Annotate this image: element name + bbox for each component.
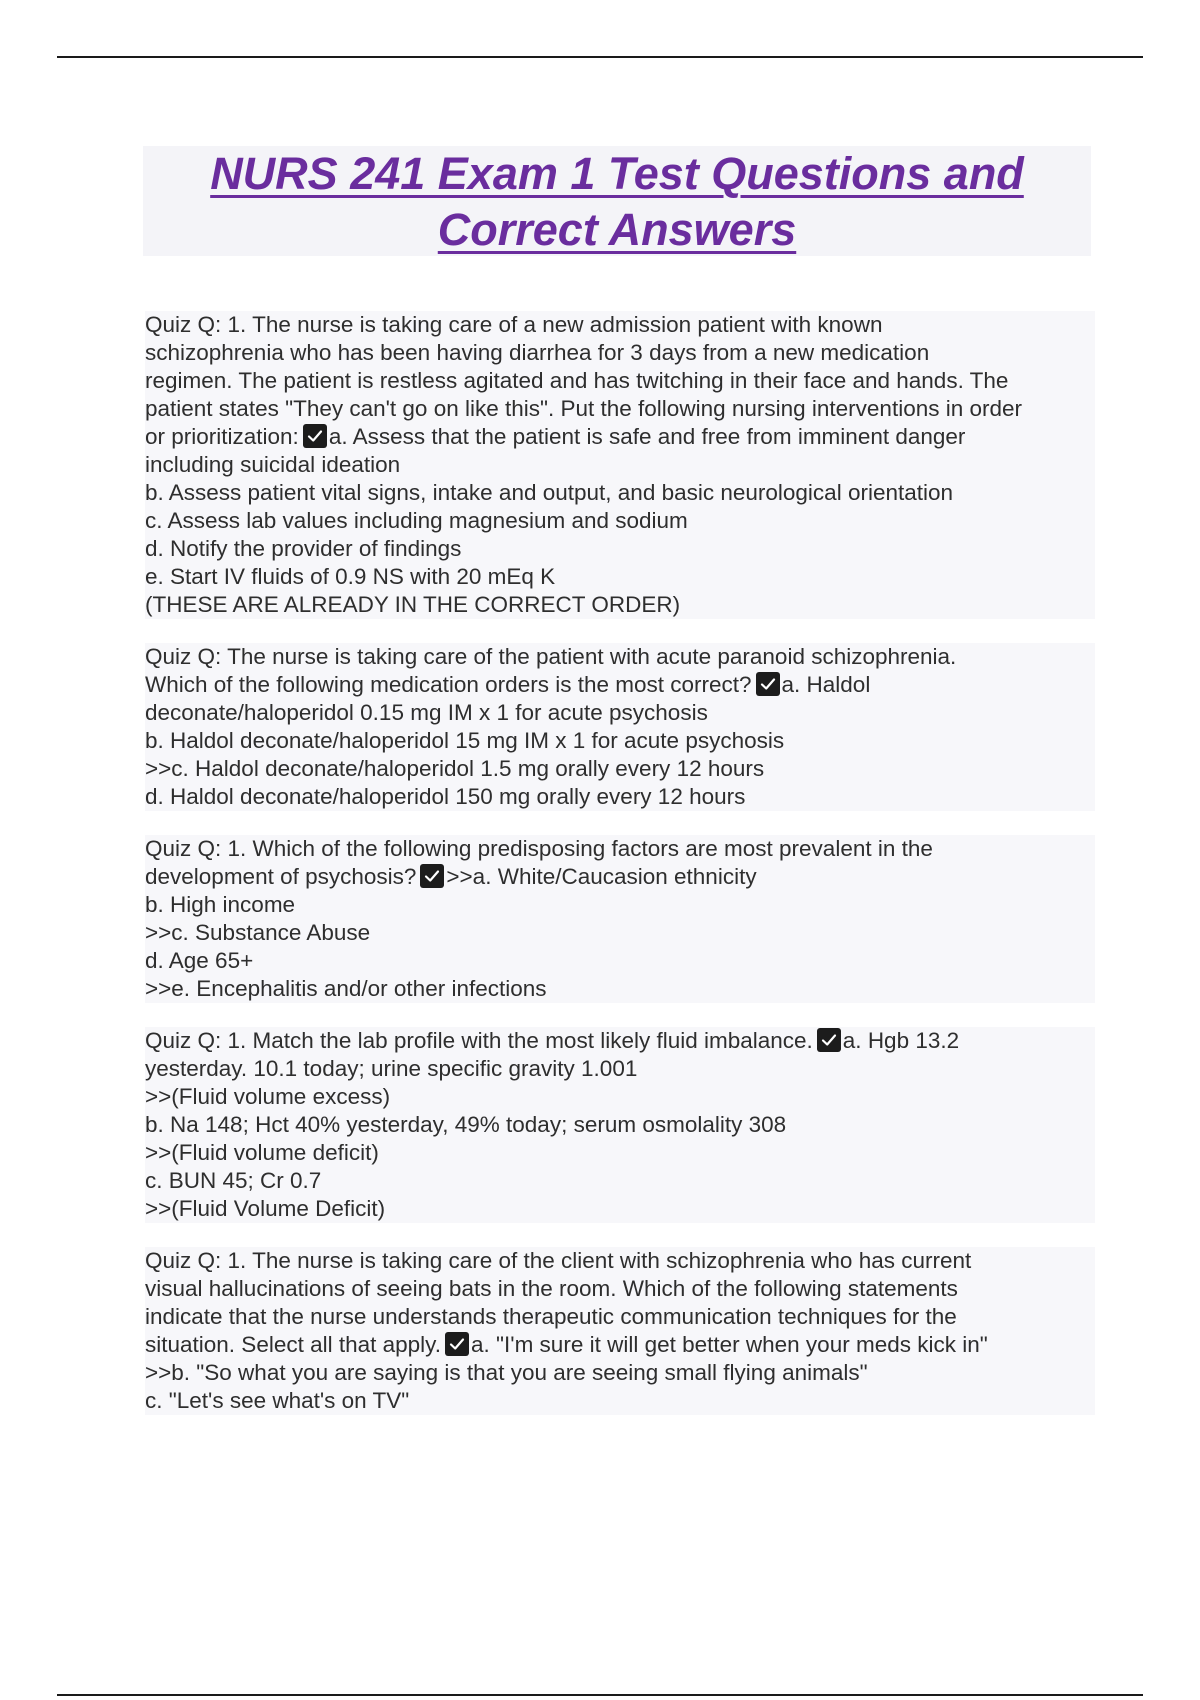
line-text: d. Haldol deconate/haloperidol 150 mg orally every 12 hours [145, 784, 746, 809]
title-banner [143, 146, 1091, 256]
line-text: c. Assess lab values including magnesium and sodium [145, 508, 688, 533]
question-line [145, 1111, 1095, 1139]
line-text: Which of the following medication orders is the most correct? [145, 672, 752, 697]
question-line [145, 591, 1095, 619]
top-rule [57, 56, 1143, 58]
line-text: b. High income [145, 892, 296, 917]
question-line [145, 947, 1095, 975]
question-line [145, 643, 1095, 671]
line-text: c. "Let's see what's on TV" [145, 1388, 410, 1413]
question-line [145, 1359, 1095, 1387]
line-text: regimen. The patient is restless agitated and has twitching in their face and hands. The [145, 368, 1009, 393]
question-line [145, 783, 1095, 811]
line-text: d. Age 65+ [145, 948, 254, 973]
question-line [145, 835, 1095, 863]
question-line [145, 423, 1095, 451]
checkbox-checked-icon [756, 672, 780, 696]
line-text: >>e. Encephalitis and/or other infections [145, 976, 547, 1001]
line-text: Quiz Q: 1. Which of the following predisposing factors are most prevalent in the [145, 836, 933, 861]
checkbox-checked-icon [420, 864, 444, 888]
question-block [145, 1247, 1095, 1415]
question-block [145, 643, 1095, 811]
answer-text: >>a. White/Caucasion ethnicity [446, 864, 757, 889]
question-block [145, 835, 1095, 1003]
checkbox-checked-icon [817, 1028, 841, 1052]
line-text: >>b. "So what you are saying is that you are seeing small flying animals" [145, 1360, 868, 1385]
line-text: yesterday. 10.1 today; urine specific gravity 1.001 [145, 1056, 638, 1081]
line-text: >>(Fluid volume excess) [145, 1084, 391, 1109]
checkbox-checked-icon [303, 424, 327, 448]
question-line [145, 395, 1095, 423]
question-line [145, 1247, 1095, 1275]
line-text: visual hallucinations of seeing bats in the room. Which of the following statements [145, 1276, 958, 1301]
bottom-rule [57, 1694, 1143, 1696]
question-line [145, 1195, 1095, 1223]
line-text: Quiz Q: The nurse is taking care of the patient with acute paranoid schizophrenia. [145, 644, 957, 669]
question-line [145, 863, 1095, 891]
line-text: patient states "They can't go on like this". Put the following nursing interventions in order [145, 396, 1023, 421]
question-line [145, 563, 1095, 591]
line-text: development of psychosis? [145, 864, 417, 889]
line-text: b. Haldol deconate/haloperidol 15 mg IM x 1 for acute psychosis [145, 728, 785, 753]
answer-text: a. Hgb 13.2 [842, 1028, 960, 1053]
question-line [145, 479, 1095, 507]
question-line [145, 339, 1095, 367]
question-line [145, 367, 1095, 395]
question-line [145, 755, 1095, 783]
line-text: e. Start IV fluids of 0.9 NS with 20 mEq K [145, 564, 556, 589]
question-line [145, 671, 1095, 699]
question-block [145, 1027, 1095, 1223]
question-line [145, 451, 1095, 479]
question-line [145, 1027, 1095, 1055]
question-line [145, 507, 1095, 535]
question-line [145, 1055, 1095, 1083]
question-block [145, 311, 1095, 619]
question-line [145, 727, 1095, 755]
answer-text: a. Assess that the patient is safe and free from imminent danger [328, 424, 966, 449]
line-text: Quiz Q: 1. The nurse is taking care of a new admission patient with known [145, 312, 883, 337]
line-text: situation. Select all that apply. [145, 1332, 442, 1357]
line-text: >>c. Haldol deconate/haloperidol 1.5 mg orally every 12 hours [145, 756, 765, 781]
line-text: (THESE ARE ALREADY IN THE CORRECT ORDER) [145, 592, 681, 617]
question-line [145, 699, 1095, 727]
line-text: schizophrenia who has been having diarrhea for 3 days from a new medication [145, 340, 930, 365]
question-line [145, 1139, 1095, 1167]
line-text: deconate/haloperidol 0.15 mg IM x 1 for acute psychosis [145, 700, 708, 725]
line-text: or prioritization: [145, 424, 299, 449]
title-line-1: NURS 241 Exam 1 Test Questions and [210, 148, 1024, 199]
question-line [145, 1303, 1095, 1331]
line-text: b. Assess patient vital signs, intake and output, and basic neurological orientation [145, 480, 954, 505]
line-text: including suicidal ideation [145, 452, 401, 477]
question-line [145, 891, 1095, 919]
question-list [145, 311, 1095, 1439]
question-line [145, 1167, 1095, 1195]
document-title [143, 146, 1091, 258]
checkbox-checked-icon [445, 1332, 469, 1356]
line-text: Quiz Q: 1. The nurse is taking care of the client with schizophrenia who has current [145, 1248, 972, 1273]
line-text: >>c. Substance Abuse [145, 920, 371, 945]
answer-text: a. Haldol [781, 672, 871, 697]
question-line [145, 1387, 1095, 1415]
line-text: d. Notify the provider of findings [145, 536, 462, 561]
question-line [145, 311, 1095, 339]
line-text: b. Na 148; Hct 40% yesterday, 49% today; serum osmolality 308 [145, 1112, 787, 1137]
title-line-2: Correct Answers [437, 204, 797, 255]
question-line [145, 919, 1095, 947]
line-text: c. BUN 45; Cr 0.7 [145, 1168, 322, 1193]
line-text: indicate that the nurse understands therapeutic communication techniques for the [145, 1304, 957, 1329]
question-line [145, 1275, 1095, 1303]
line-text: Quiz Q: 1. Match the lab profile with the most likely fluid imbalance. [145, 1028, 813, 1053]
question-line [145, 975, 1095, 1003]
answer-text: a. "I'm sure it will get better when your meds kick in" [471, 1332, 988, 1357]
question-line [145, 1083, 1095, 1111]
line-text: >>(Fluid volume deficit) [145, 1140, 379, 1165]
question-line [145, 1331, 1095, 1359]
question-line [145, 535, 1095, 563]
line-text: >>(Fluid Volume Deficit) [145, 1196, 386, 1221]
